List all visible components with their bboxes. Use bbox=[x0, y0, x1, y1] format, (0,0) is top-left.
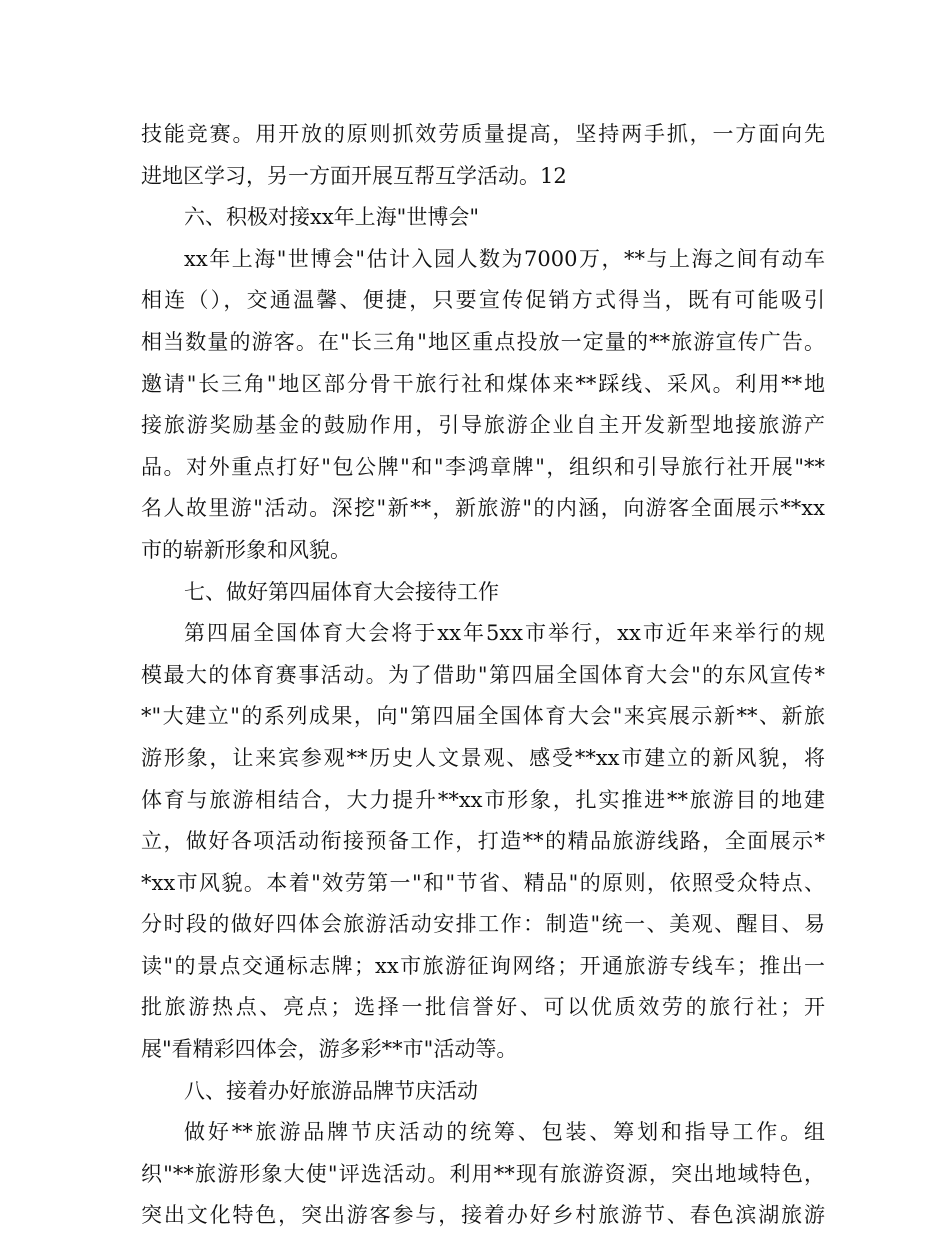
body-text-line: 名人故里游"活动。深挖"新**，新旅游"的内涵，向游客全面展示**xx bbox=[141, 496, 825, 521]
paragraph-first-line: 做好**旅游品牌节庆活动的统筹、包装、筹划和指导工作。组 bbox=[184, 1120, 825, 1145]
section-heading: 八、接着办好旅游品牌节庆活动 bbox=[184, 1078, 478, 1103]
body-text-line: *"大建立"的系列成果，向"第四届全国体育大会"来宾展示新**、新旅 bbox=[141, 704, 825, 729]
section-heading: 七、做好第四届体育大会接待工作 bbox=[184, 579, 499, 604]
body-text-line: 相当数量的游客。在"长三角"地区重点投放一定量的**旅游宣传广告。 bbox=[141, 329, 825, 354]
body-text-line: 分时段的做好四体会旅游活动安排工作：制造"统一、美观、醒目、易 bbox=[141, 912, 825, 937]
paragraph-first-line: 第四届全国体育大会将于xx年5xx市举行，xx市近年来举行的规 bbox=[184, 621, 825, 646]
body-text-line: 突出文化特色，突出游客参与，接着办好乡村旅游节、春色滨湖旅游 bbox=[141, 1203, 825, 1228]
body-text-line: 相连（），交通温馨、便捷，只要宣传促销方式得当，既有可能吸引 bbox=[141, 288, 825, 313]
body-text-line: *xx市风貌。本着"效劳第一"和"节省、精品"的原则，依照受众特点、 bbox=[141, 870, 825, 895]
body-text-line: 接旅游奖励基金的鼓励作用，引导旅游企业自主开发新型地接旅游产 bbox=[141, 413, 825, 438]
body-text-line: 批旅游热点、亮点；选择一批信誉好、可以优质效劳的旅行社；开 bbox=[141, 995, 825, 1020]
body-text-line: 品。对外重点打好"包公牌"和"李鸿章牌"，组织和引导旅行社开展"** bbox=[141, 454, 825, 479]
body-text-line: 体育与旅游相结合，大力提升**xx市形象，扎实推进**旅游目的地建 bbox=[141, 787, 825, 812]
body-text-line: 游形象，让来宾参观**历史人文景观、感受**xx市建立的新风貌，将 bbox=[141, 745, 825, 770]
section-heading: 六、积极对接xx年上海"世博会" bbox=[184, 205, 480, 230]
body-text-line: 进地区学习，另一方面开展互帮互学活动。12 bbox=[141, 163, 567, 188]
body-text-line: 市的崭新形象和风貌。 bbox=[141, 537, 351, 562]
document-body bbox=[141, 114, 825, 1237]
body-text-line: 技能竞赛。用开放的原则抓效劳质量提高，坚持两手抓，一方面向先 bbox=[141, 122, 825, 146]
body-text-line: 模最大的体育赛事活动。为了借助"第四届全国体育大会"的东风宣传* bbox=[141, 662, 825, 687]
body-text-line: 展"看精彩四体会，游多彩**市"活动等。 bbox=[141, 1037, 518, 1062]
body-text-line: 邀请"长三角"地区部分骨干旅行社和煤体来**踩线、采风。利用**地 bbox=[141, 371, 825, 396]
body-text-line: 织"**旅游形象大使"评选活动。利用**现有旅游资源，突出地域特色， bbox=[141, 1161, 825, 1186]
body-text-line: 立，做好各项活动衔接预备工作，打造**的精品旅游线路，全面展示* bbox=[141, 829, 825, 854]
body-text-line: 读"的景点交通标志牌；xx市旅游征询网络；开通旅游专线车；推出一 bbox=[141, 953, 825, 978]
paragraph-first-line: xx年上海"世博会"估计入园人数为7000万，**与上海之间有动车 bbox=[184, 246, 825, 271]
